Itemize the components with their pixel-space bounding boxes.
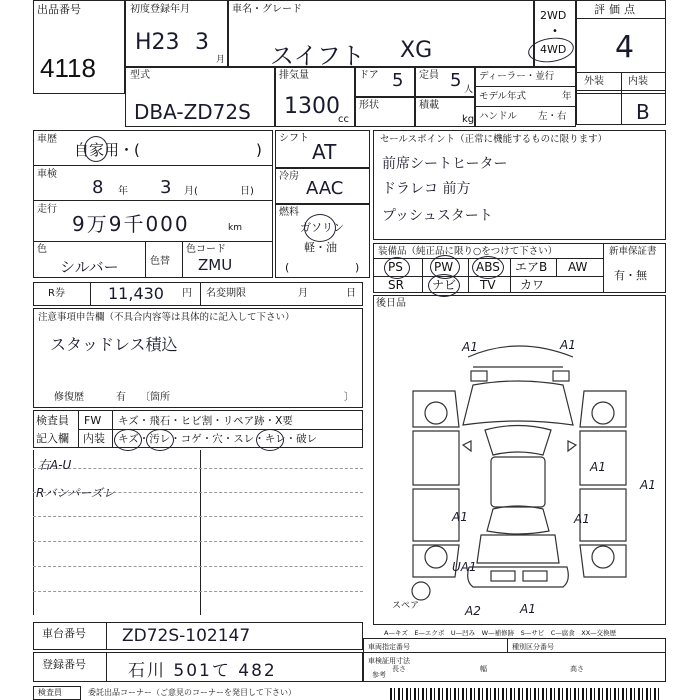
fuel-gasoline: ガソリン (300, 221, 344, 234)
person-unit: 人 (464, 85, 474, 95)
grade: XG (400, 38, 433, 63)
equip-navi: ナビ (432, 278, 457, 292)
selling-point-3: プッシュスタート (382, 208, 493, 224)
damage-mark-8: A2 (465, 604, 481, 618)
shift-value: AT (312, 140, 337, 164)
warranty-value: 有・無 (614, 269, 647, 282)
equip-navi-circle (428, 274, 460, 297)
equip-ps: PS (388, 260, 403, 274)
remark-2: Rバンパーズレ (36, 486, 115, 500)
fw-text: キズ・飛石・ヒビ割・リペア跡・X要 (118, 415, 293, 427)
remark-1: 右A-U (38, 458, 72, 472)
fuel-gasoline-circle (304, 214, 336, 242)
car-diagram (373, 295, 666, 625)
interior-grade: B (636, 100, 650, 124)
class-label: 種別区分番号 (512, 643, 554, 651)
equip-airbag: エアB (515, 260, 548, 274)
interior-sure-circle (256, 429, 284, 451)
fuel-paren-close: ) (355, 261, 360, 274)
type-label: 型式 (130, 70, 150, 81)
equip-pw: PW (434, 260, 454, 274)
fuel-paren-open: ( (285, 261, 290, 274)
load-label: 積載 (419, 100, 439, 111)
kg-unit: kg (462, 114, 475, 125)
interior-label: 内装 (628, 76, 648, 87)
model-year-unit: 年 (562, 91, 572, 102)
diagram-legend: A—キズ E—エクボ U—凹み W—補修跡 S—サビ C—腐食 XX—交換歴 (384, 629, 617, 637)
first-reg-month: 3 (195, 30, 209, 55)
entry-label: 記入欄 (36, 432, 69, 445)
inspection-label: 車検 (37, 169, 57, 180)
mileage-label: 走行 (37, 204, 57, 215)
fuel-label: 燃料 (279, 207, 299, 218)
equip-abs-circle (472, 256, 504, 279)
damage-mark-3: A1 (590, 460, 606, 474)
damage-mark-6: A1 (574, 512, 590, 526)
damage-mark-1: A1 (462, 340, 478, 354)
doors-label: ドア (359, 70, 379, 81)
handle-value: 左・右 (538, 111, 567, 122)
color-code-label: 色コード (186, 244, 226, 255)
chassis-label: 車台番号 (42, 627, 86, 640)
mileage-value: 9万9千000 (72, 212, 190, 236)
inspect-bottom-label: 検査員 (38, 688, 62, 697)
drive-2wd: 2WD (540, 9, 567, 22)
damage-mark-5: A1 (452, 510, 468, 524)
history-label: 車歴 (37, 134, 57, 145)
model-name: スイフト (270, 42, 365, 70)
reference-label: 参考 (372, 671, 386, 679)
inspection-year-unit: 年 (118, 186, 128, 197)
drive-dot: • (552, 26, 558, 37)
type-code: DBA-ZD72S (134, 100, 251, 124)
equip-tv: TV (480, 278, 496, 292)
color-value: シルバー (60, 258, 119, 276)
capacity-value: 5 (450, 70, 462, 91)
cert-label: 車検証用寸法 (368, 657, 410, 665)
spare-label: スペア (392, 601, 420, 611)
cc-unit: cc (338, 114, 349, 125)
warranty-label: 新車保証書 (609, 246, 657, 257)
repair-close: 〕 (344, 392, 354, 403)
width-label: 幅 (480, 665, 487, 673)
selling-point-2: ドラレコ 前方 (382, 181, 471, 197)
name-change-day: 日 (346, 288, 356, 299)
recycle-box (33, 282, 363, 306)
damage-mark-2: A1 (560, 338, 576, 352)
equip-abs: ABS (476, 260, 500, 274)
inspection-year: 8 (92, 177, 104, 198)
damage-mark-7: UA1 (452, 560, 477, 574)
inspection-month: 3 (160, 177, 172, 198)
damage-mark-4: A1 (640, 478, 656, 492)
repair-place: 〔箇所 (140, 392, 170, 403)
reg-label: 登録番号 (42, 658, 86, 671)
drive-4wd: 4WD (540, 43, 567, 56)
inspection-month-unit: 月( (184, 186, 198, 197)
interior-kizu-circle (114, 429, 142, 451)
inspection-day-unit: 日) (240, 186, 254, 197)
fw-label: FW (84, 414, 102, 427)
recycle-amount: 11,430 (108, 284, 164, 303)
consign-text: 委託出品コーナー（ご意見のコーナーを発目して下さい） (88, 688, 296, 697)
km-unit: km (228, 223, 242, 233)
color-code: ZMU (198, 256, 233, 274)
doors-value: 5 (392, 70, 404, 91)
ac-label: 冷房 (279, 171, 299, 182)
notes-label: 注意事項申告欄（不具合内容等は具体的に記入して下さい） (38, 312, 295, 323)
name-change-month: 月 (298, 288, 308, 299)
interior-row-label: 内装 (83, 432, 105, 445)
reg-number: 石川 501て 482 (128, 661, 277, 681)
equipment-label: 装備品（純正品に限り○をつけて下さい） (378, 246, 558, 257)
repair-value: 有 (116, 392, 126, 403)
selling-point-1: 前席シートヒーター (382, 156, 508, 172)
chassis-number: ZD72S-102147 (122, 626, 251, 646)
first-reg-era: H23 (135, 30, 180, 55)
shape-label: 形状 (359, 100, 379, 111)
score-label: 評価点 (594, 3, 639, 16)
back-label: 後日品 (376, 298, 406, 309)
dealer-label: ディーラー・並行 (479, 71, 555, 82)
usage-close: ) (256, 141, 262, 159)
selling-points-label: セールスポイント（正常に機能するものに限ります） (380, 134, 608, 145)
repair-label: 修復歴 (54, 392, 84, 403)
recycle-yen: 円 (182, 288, 192, 299)
fuel-diesel: 軽・油 (304, 241, 337, 254)
equip-ps-circle (384, 257, 410, 279)
damage-mark-9: A1 (520, 602, 536, 616)
lot-number: 4118 (40, 53, 96, 83)
usage-circle (84, 136, 108, 162)
ac-value: AAC (306, 178, 344, 199)
barcode (390, 688, 660, 700)
length-label: 長さ (392, 665, 406, 673)
interior-row-text: キズ・汚レ・コゲ・穴・スレ・キレ・破レ (118, 433, 318, 445)
model-label: 車名・グレード (232, 4, 302, 15)
equip-aw: AW (568, 260, 588, 274)
inspector-label: 検査員 (36, 414, 69, 427)
capacity-label: 定員 (419, 70, 439, 81)
handle-label: ハンドル (479, 111, 518, 122)
equip-sr: SR (388, 278, 404, 292)
color-label: 色 (37, 244, 47, 255)
model-year-label: モデル年式 (479, 91, 527, 102)
shift-label: シフト (279, 133, 309, 144)
recycle-label: R券 (48, 288, 65, 299)
mfr-label: 車両指定番号 (368, 643, 410, 651)
lot-label: 出品番号 (37, 3, 81, 16)
first-reg-label: 初度登録年月 (130, 4, 190, 15)
interior-yogore-circle (146, 429, 174, 451)
color-change-label: 色替 (150, 256, 170, 267)
score-value: 4 (615, 30, 635, 65)
exterior-label: 外装 (584, 76, 604, 87)
height-label: 高さ (570, 665, 584, 673)
usage: 自家用・( (74, 141, 140, 159)
notes-content: スタッドレス積込 (50, 335, 178, 354)
first-reg-month-unit: 月 (216, 55, 226, 65)
name-change-label: 名変期限 (206, 288, 246, 299)
equip-leather: カワ (520, 278, 545, 292)
displacement-label: 排気量 (279, 70, 309, 81)
displacement-value: 1300 (284, 94, 340, 119)
